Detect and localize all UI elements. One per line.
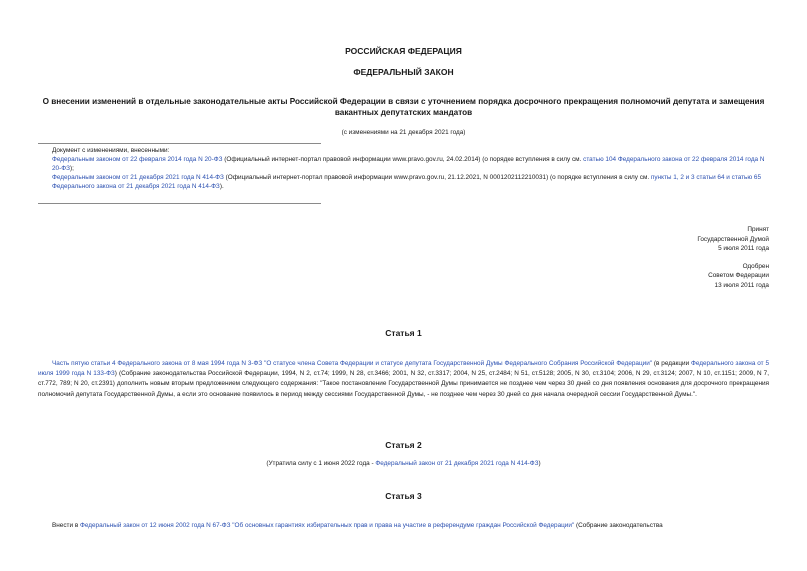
change-end-1: ); <box>69 165 74 172</box>
article-1-heading: Статья 1 <box>385 328 422 338</box>
adoption-block <box>560 225 769 290</box>
changes-block <box>52 146 770 191</box>
country-heading: РОССИЙСКАЯ ФЕДЕРАЦИЯ <box>345 46 462 56</box>
article-1-link-2[interactable]: Федерального закона от 5 июля 1999 года N 133-ФЗ <box>38 360 769 378</box>
article-3-heading: Статья 3 <box>385 491 422 501</box>
top-divider <box>38 143 321 144</box>
adopted-label: Принят <box>747 226 769 233</box>
change-link-1b[interactable]: статью 104 Федерального закона от 22 февраля 2014 года N 20-ФЗ <box>52 156 765 172</box>
article-1-text-b: ) (Собрание законодательства Российской Федерации, 1994, N 2, ст.74; 1999, N 28, ст.3466; 2001, N 32, ст.3317; 2004, N 25, ст.2484; N 51, ст.5128; 2005, N 30, ст.3104; 2006, N 29, ст.3124; 2007, N 10, ст.1151; 2009, N 7, ст.772, 789; N 20, ст.2391) дополнить новым вторым предложением следующего содержания: "Такое постановление Государственной Думы принимается не позднее чем через 30 дней со дня появления основания для досрочного прекращения полномочий депутата Государственной Думы, а если это основание появилось в период между сессиями Государственной Думы, - не позднее чем через 30 дней со дня начала очередной сессии Государственной Думы.". <box>38 370 769 398</box>
bottom-divider <box>38 203 321 204</box>
article-2-text <box>0 459 807 468</box>
article-3-text-a: Внести в <box>52 522 80 529</box>
change-link-1[interactable]: Федеральным законом от 22 февраля 2014 года N 20-ФЗ <box>52 156 223 163</box>
article-2-text-a: (Утратила силу с 1 июня 2022 года - <box>266 460 376 467</box>
change-text-1: (Официальный интернет-портал правовой информации www.pravo.gov.ru, 24.02.2014) (о порядке вступления в силу см. <box>222 156 584 163</box>
changes-intro: Документ с изменениями, внесенными: <box>52 147 170 154</box>
approved-label: Одобрен <box>742 262 769 270</box>
change-item-2 <box>52 173 770 191</box>
article-1-text <box>38 359 769 400</box>
change-text-2: (Официальный интернет-портал правовой информации www.pravo.gov.ru, 21.12.2021, N 0001202112210031) (о порядке вступления в силу см. <box>223 174 651 181</box>
change-item-1 <box>52 155 770 173</box>
change-link-2b[interactable]: пункты 1, 2 и 3 статьи 64 и статью 65 Федерального закона от 21 декабря 2021 года N 414-ФЗ <box>52 174 762 190</box>
change-link-2[interactable]: Федеральным законом от 21 декабря 2021 года N 414-ФЗ <box>52 174 224 181</box>
article-2-link[interactable]: Федеральный закон от 21 декабря 2021 года N 414-ФЗ <box>375 460 539 467</box>
article-2-heading: Статья 2 <box>385 440 422 450</box>
article-1-link-1[interactable]: Часть пятую статьи 4 Федерального закона от 8 мая 1994 года N 3-ФЗ "О статусе члена Совета Федерации и статусе депутата Государственной Думы Федерального Собрания Российской Федерации" <box>52 360 653 367</box>
change-end-2: ). <box>219 183 224 190</box>
approved-by: Советом Федерации <box>708 272 769 279</box>
page-title: О внесении изменений в отдельные законодательные акты Российской Федерации в связи с уточнением порядка досрочного прекращения полномочий депутата и замещения вакантных депутатских мандатов <box>42 97 765 117</box>
adopted-date: 5 июля 2011 года <box>718 245 769 252</box>
article-1-text-a: (в редакции <box>652 360 691 367</box>
article-3-text <box>38 521 769 531</box>
article-3-text-b: (Собрание законодательства <box>574 522 663 529</box>
adopted-by: Государственной Думой <box>697 235 769 243</box>
approved-date: 13 июля 2011 года <box>714 281 769 289</box>
article-2-end: ) <box>538 460 541 467</box>
doc-type-heading: ФЕДЕРАЛЬНЫЙ ЗАКОН <box>353 67 454 77</box>
edition-note: (с изменениями на 21 декабря 2021 года) <box>341 129 466 136</box>
article-3-link[interactable]: Федеральный закон от 12 июня 2002 года N 67-ФЗ "Об основных гарантиях избирательных прав и права на участие в референдуме граждан Российской Федерации" <box>79 522 575 529</box>
